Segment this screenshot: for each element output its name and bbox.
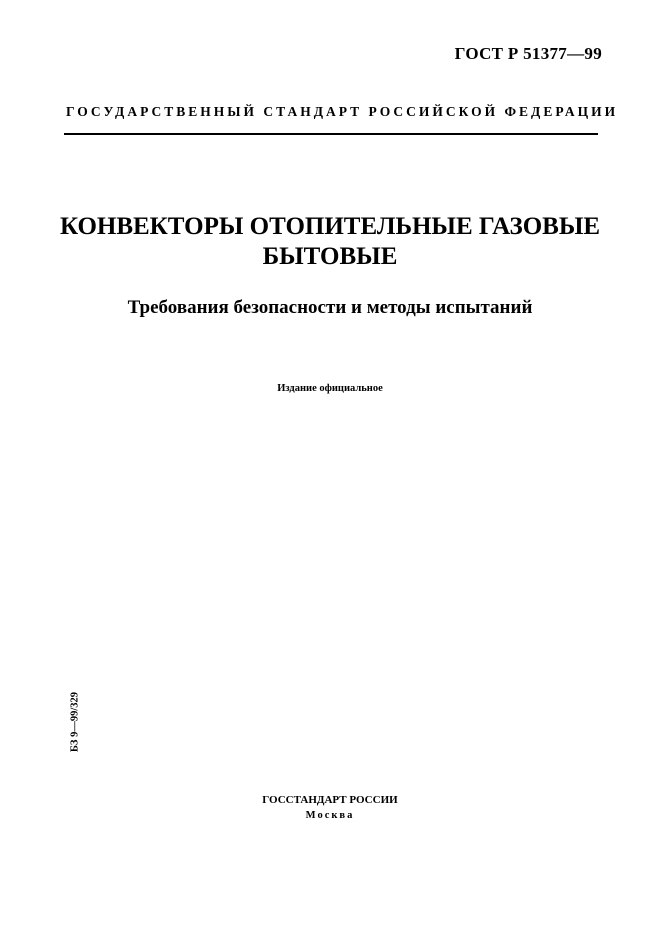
side-catalog-code: БЗ 9—99/329 bbox=[69, 691, 81, 753]
standard-banner: ГОСУДАРСТВЕННЫЙ СТАНДАРТ РОССИЙСКОЙ ФЕДЕРАЦИИ bbox=[66, 104, 619, 119]
title-line-2: БЫТОВЫЕ bbox=[262, 243, 398, 270]
publisher-name: ГОССТАНДАРТ РОССИИ bbox=[262, 794, 398, 806]
header-divider bbox=[64, 133, 598, 135]
title-line-1: КОНВЕКТОРЫ ОТОПИТЕЛЬНЫЕ ГАЗОВЫЕ bbox=[59, 213, 601, 240]
publisher-city: Москва bbox=[305, 810, 355, 821]
edition-label: Издание официальное bbox=[277, 383, 383, 394]
page-title bbox=[40, 212, 620, 272]
page-subtitle: Требования безопасности и методы испытаний bbox=[127, 297, 533, 318]
document-number: ГОСТ Р 51377—99 bbox=[454, 44, 602, 63]
